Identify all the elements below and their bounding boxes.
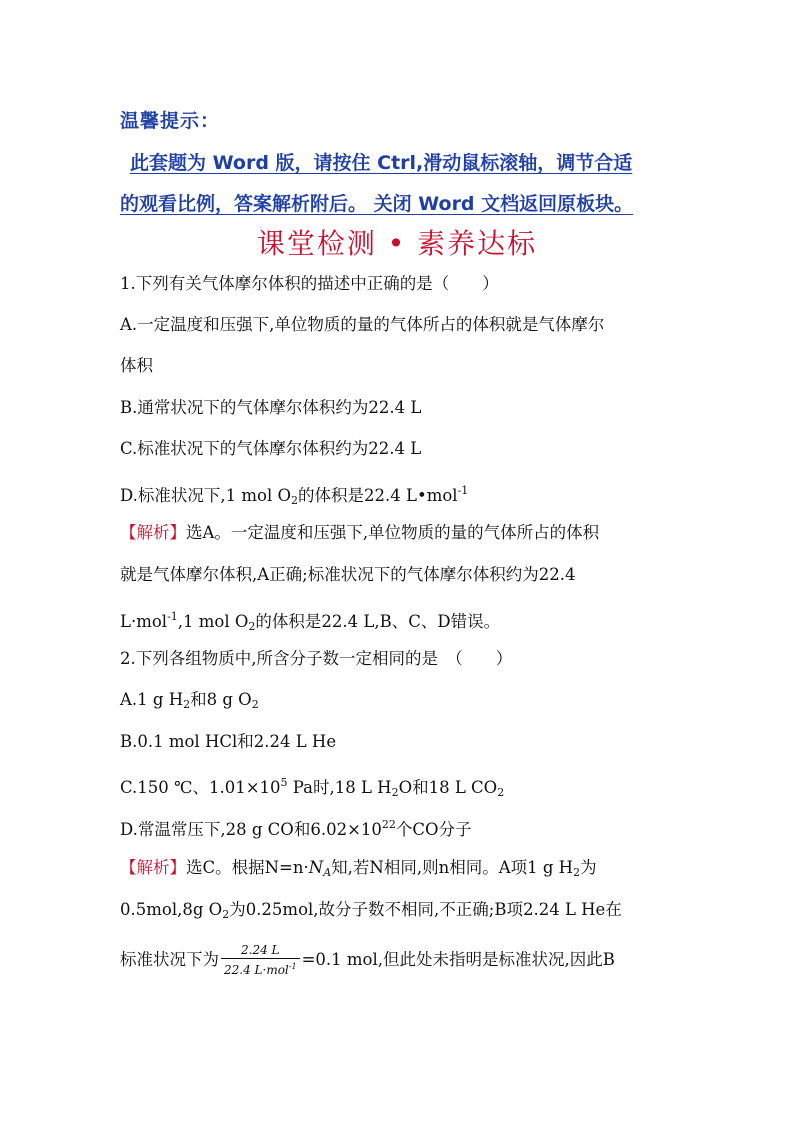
q1-option-a-line1: A.一定温度和压强下,单位物质的量的气体所占的体积就是气体摩尔 (120, 315, 605, 334)
text-run: L·mol (120, 612, 168, 631)
text-run: D.标准状况下,1 mol O (120, 486, 292, 505)
text-run: =0.1 mol,但此处未指明是标准状况,因此B (301, 950, 615, 969)
text-run: 选A。一定温度和压强下,单位物质的量的气体所占的体积 (186, 523, 600, 542)
text-run: 选C。根据N=n· (186, 858, 309, 877)
explanation-tag: 【解析】 (120, 858, 186, 877)
q2-option-d (120, 814, 472, 841)
text-run: A.1 g H (120, 690, 184, 709)
text-run: 的体积是22.4 L•mol (298, 486, 458, 505)
q2-explanation-line3 (120, 943, 615, 978)
q1-option-b: B.通常状况下的气体摩尔体积约为22.4 L (120, 398, 422, 417)
subscript: 2 (248, 620, 256, 633)
text-run: Pa时,18 L H (287, 778, 392, 797)
q2-option-b: B.0.1 mol HCl和2.24 L He (120, 732, 337, 751)
text-run: N (308, 858, 324, 877)
tip-line-1: 此套题为 Word 版，请按住 Ctrl,滑动鼠标滚轴，调节合适 (130, 152, 633, 174)
text-run: 的体积是22.4 L,B、C、D错误。 (255, 612, 501, 631)
text-run: 22.4 L·mol (224, 963, 289, 977)
subscript: 2 (291, 494, 299, 507)
subscript: 2 (573, 866, 581, 879)
q1-option-d (120, 480, 468, 512)
tip-title: 温馨提示： (120, 110, 221, 132)
q1-explanation-line1 (120, 522, 599, 544)
fraction (221, 943, 300, 978)
text-run: 0.5mol,8g O (120, 900, 223, 919)
subscript: 2 (497, 786, 505, 799)
text-run: O和18 L CO (398, 778, 498, 797)
text-run: 为 (580, 858, 597, 877)
subscript: 2 (222, 908, 230, 921)
tip-line-2: 的观看比例，答案解析附后。 关闭 Word 文档返回原板块。 (120, 193, 634, 215)
q1-option-c: C.标准状况下的气体摩尔体积约为22.4 L (120, 439, 422, 458)
subscript: 2 (183, 698, 191, 711)
fraction-numerator: 2.24 L (221, 943, 300, 959)
text-run: C.150 ℃、1.01×10 (120, 778, 281, 797)
text-run: 知,若N相同,则n相同。A项1 g H (331, 858, 574, 877)
q1-stem: 1.下列有关气体摩尔体积的描述中正确的是（ ） (120, 274, 499, 293)
q1-option-a-line2: 体积 (120, 356, 153, 375)
section-title: 课堂检测 • 素养达标 (256, 227, 538, 260)
text-run: 和8 g O (190, 690, 252, 709)
explanation-tag: 【解析】 (120, 523, 186, 542)
q2-explanation-line2 (120, 899, 622, 926)
text-run: ,1 mol O (177, 612, 249, 631)
text-run: 个CO分子 (395, 820, 472, 839)
text-run: 标准状况下为 (120, 950, 219, 969)
q2-option-c (120, 772, 504, 804)
superscript: -1 (288, 962, 297, 971)
subscript: A (323, 866, 332, 879)
text-run: D.常温常压下,28 g CO和6.02×10 (120, 820, 382, 839)
q2-option-a (120, 689, 259, 716)
fraction-denominator (221, 959, 300, 978)
text-run: 为0.25mol,故分子数不相同,不正确;B项2.24 L He在 (229, 900, 622, 919)
q2-stem: 2.下列各组物质中,所含分子数一定相同的是 （ ） (120, 649, 513, 668)
q1-explanation-line2: 就是气体摩尔体积,A正确;标准状况下的气体摩尔体积约为22.4 (120, 565, 576, 584)
q1-explanation-line3 (120, 606, 500, 638)
superscript: -1 (457, 484, 469, 497)
subscript: 2 (251, 698, 259, 711)
superscript: 5 (280, 776, 288, 789)
superscript: 22 (381, 818, 396, 831)
superscript: -1 (167, 610, 178, 623)
q2-explanation-line1 (120, 857, 597, 884)
subscript: 2 (391, 786, 399, 799)
